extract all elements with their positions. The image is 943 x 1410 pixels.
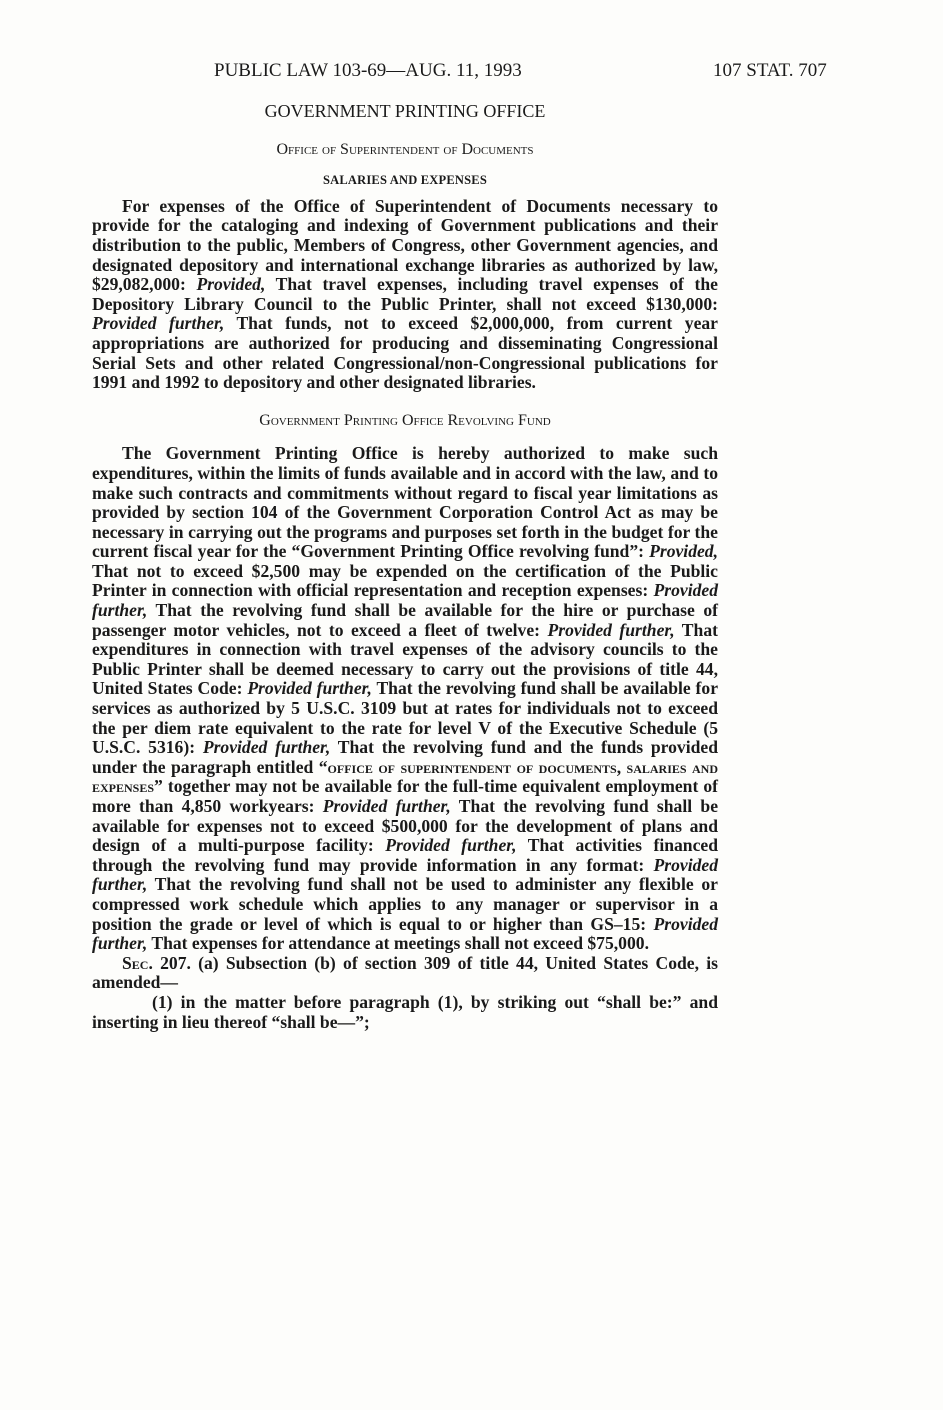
paragraph-superintendent: For expenses of the Office of Superintendent of Documents necessary to provide for the cataloging and indexing of Government publications and their distribution to the public, Members of Congress, other Government agencies, and designated depository and international exchange libraries as authorized by law, $29,082,000: Provided, That travel expenses, including travel expenses of the Depository Library Council to the Public Printer, shall not exceed $130,000: Provided further, That funds, not to exceed $2,000,000, from current year appropriations are authorized for producing and disseminating Congressional Serial Sets and other related Congressional/non-Congressional publications for 1991 and 1992 to depository and other designated libraries. [92, 195, 718, 393]
header-stat-page: 107 STAT. 707 [713, 60, 827, 81]
section-subsubheading: SALARIES AND EXPENSES [323, 173, 487, 188]
section-207: Sec. 207. (a) Subsection (b) of section 309 of title 44, United States Code, is amended— [92, 952, 718, 993]
section-subheading: Office of Superintendent of Documents [276, 140, 534, 158]
amendment-item-1: (1) in the matter before paragraph (1), by striking out “shall be:” and inserting in lieu thereof “shall be—”; [92, 991, 718, 1032]
revolving-fund-heading: Government Printing Office Revolving Fund [259, 411, 551, 429]
page-header [0, 60, 943, 84]
section-heading: GOVERNMENT PRINTING OFFICE [264, 101, 546, 121]
paragraph-revolving-fund: The Government Printing Office is hereby authorized to make such expenditures, within the limits of funds available and in accord with the law, and to make such contracts and commitments without regard to fiscal year limitations as provided by section 104 of the Government Corporation Control Act as may be necessary in carrying out the programs and purposes set forth in the budget for the current fiscal year for the “Government Printing Office revolving fund”: Provided, That not to exceed $2,500 may be expended on the certification of the Public Printer in connection with official representation and reception expenses: Provided further, That the revolving fund shall be available for the hire or purchase of passenger motor vehicles, not to exceed a fleet of twelve: Provided further, That expenditures in connection with travel expenses of the advisory councils to the Public Printer shall be deemed necessary to carry out the provisions of title 44, United States Code: Provided further, That the revolving fund shall be available for services as authorized by 5 U.S.C. 3109 but at rates for individuals not to exceed the per diem rate equivalent to the rate for level V of the Executive Schedule (5 U.S.C. 5316): Provided further, That the revolving fund and the funds provided under the paragraph entitled “office of superintendent of documents, salaries and expenses” together may not be available for the full-time equivalent employment of more than 4,850 workyears: Provided further, That the revolving fund shall be available for expenses not to exceed $500,000 for the development of plans and design of a multi-purpose facility: Provided further, That activities financed through the revolving fund may provide information in any format: Provided further, That the revolving fund shall not be used to administer any flexible or compressed work schedule which applies to any manager or supervisor in a position the grade or level of which is equal to or higher than GS–15: Provided further, That expenses for attendance at meetings shall not exceed $75,000. [92, 443, 719, 954]
sec-label: Sec. 207. [122, 952, 191, 973]
header-title: PUBLIC LAW 103-69—AUG. 11, 1993 [214, 60, 522, 81]
body-column [92, 102, 718, 1032]
